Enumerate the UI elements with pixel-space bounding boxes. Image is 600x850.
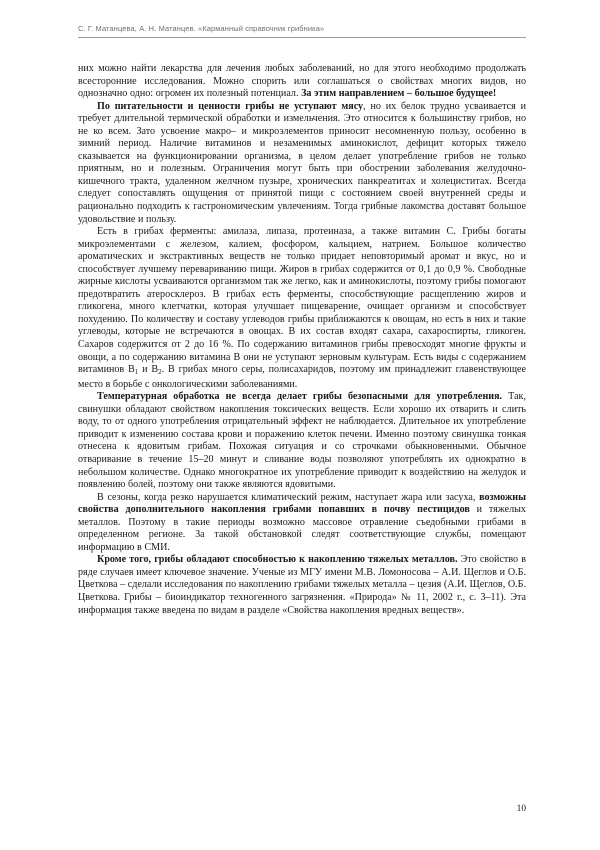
header-divider — [78, 37, 526, 38]
text-run: них можно найти лекарства для лечения любых заболеваний, но для этого необходимо продолжать всесторонние исследования. Можно спорить или соглашаться о свойствах многих видов, но однозначно одно: огромен их полезный потенциал. — [78, 63, 526, 100]
paragraph — [78, 101, 526, 226]
text-run: . В грибах много серы, полисахаридов, поэтому им принадлежит главенствующее место в борьбе с онкологическими заболеваниями. — [78, 364, 527, 390]
paragraph — [78, 226, 526, 391]
emphasis-run: Температурная обработка не всегда делает грибы безопасными для употребления. — [97, 391, 503, 403]
page-number: 10 — [516, 804, 526, 814]
subscript: 2 — [158, 368, 162, 377]
text-run: Есть в грибах ферменты: амилаза, липаза, протеиназа, а также витамин С. Грибы богаты микроэлементами с железом, калием, фосфором, кальцием, натрием. Большое количество ароматических и экстрактивных веществ не только придает неповторимый аромат и вкус, но и способствует лучшему перевариванию пищи. Жиров в грибах содержится от 0,1 до 0,9 %. Свободные жирные кислоты усваиваются организмом так же легко, как и аминокислоты, поэтому грибы помогают предотвратить атеросклероз. В грибах есть ферменты, способствующие расщеплению жиров и гликогена, много клетчатки, которая улучшает пищеварение, очищает организм и способствует похудению. По количеству и составу углеводов грибы приближаются к овощам, но есть в них и такие углеводы, которые не встречаются в овощах. В их состав входят сахара, сахароспирты, гликоген. Сахаров содержится от 2 до 16 %. По содержанию витаминов грибы превосходят многие фрукты и овощи, а по содержанию витамина В они не уступают зерновым культурам. Есть виды с содержанием витаминов — [78, 226, 526, 376]
paragraph — [78, 63, 526, 101]
emphasis-run: По питательности и ценности грибы не уступают мясу — [97, 100, 364, 112]
emphasis-run: Кроме того, грибы обладают способностью к накоплению тяжелых металлов. — [97, 554, 458, 566]
subscript: 1 — [134, 368, 139, 377]
paragraph — [78, 492, 526, 555]
emphasis-run: возможны свойства дополнительного накопления грибами попавших в почву пестицидов — [78, 491, 526, 516]
text-run: В сезоны, когда резко нарушается климатический режим, наступает жара или засуха, — [97, 491, 480, 503]
text-run: В — [128, 364, 135, 376]
emphasis-run: За этим направлением – большое будущее! — [301, 88, 497, 100]
running-header — [78, 24, 526, 38]
text-run: Это свойство в ряде случаев имеет ключевое значение. Ученые из МГУ имени М.В. Ломоносова – А.И. Щеглов и О.Б. Цветкова – сделали исследования по накоплению грибами тяжелых металла – цезия (А.И. Щеглов, О.Б. Цветкова. Грибы – биоиндикатор техногенного загрязнения. «Природа» № 11, 2002 г., с. 3–11). Эта информация также введена по видам в разделе «Свойства накопления вредных веществ». — [78, 554, 527, 616]
text-run: В — [151, 364, 159, 376]
page-body-text — [78, 63, 526, 617]
text-run: , но их белок трудно усваивается и требует длительной термической обработки и измельчения. Это относится к большинству грибов, но не ко всем. Зато усвоение макро– и микроэлементов приносит несомненную пользу, особенно в зимний период. Наличие витаминов и незаменимых аминокислот, дефицит которых тяжело сказывается на функционировании организма, в целом делает употребление грибов не только приятным, но и полезным. Ограничения могут быть при обострении заболевания желудочно-кишечного тракта, удаленном желчном пузыре, хронических панкреатитах и холециститах. Всегда следует сопоставлять ощущения от принятой пищи с состоянием своей внутренней среды и рационально подходить к гастрономическим увлечениям. Тогда грибные лакомства доставят большое удовольствие и пользу. — [78, 100, 526, 225]
running-header-text: С. Г. Матанцева, А. Н. Матанцев. «Карманный справочник грибника» — [78, 24, 325, 33]
text-run: и тяжелых металлов. Поэтому в такие периоды возможно массовое отравление съедобными грибами в определенном регионе. За такой обстановкой следят соответствующие службы, помещают информацию в СМИ. — [78, 504, 526, 553]
text-run: и — [138, 364, 152, 376]
paragraph — [78, 391, 526, 491]
text-run: Так, свинушки обладают свойством накопления токсических веществ. Если хорошо их отварить и слить воду, то от одного употребления отрицательный эффект не наблюдается. Длительное их употребление приводит к изменению состава крови и поражению клеток печени. Именно поэтому свинушка тонкая отнесена к ядовитым грибам. Похожая ситуация и со строчками обыкновенными. Обычное отваривание в течение 15–20 минут и сливание воды позволяют употреблять их однократно в небольшом количестве. Однако многократное их употребление приводит к воздействию на желудок и появлению болей, поэтому они также являются ядовитыми. — [78, 391, 526, 491]
paragraph — [78, 554, 526, 617]
